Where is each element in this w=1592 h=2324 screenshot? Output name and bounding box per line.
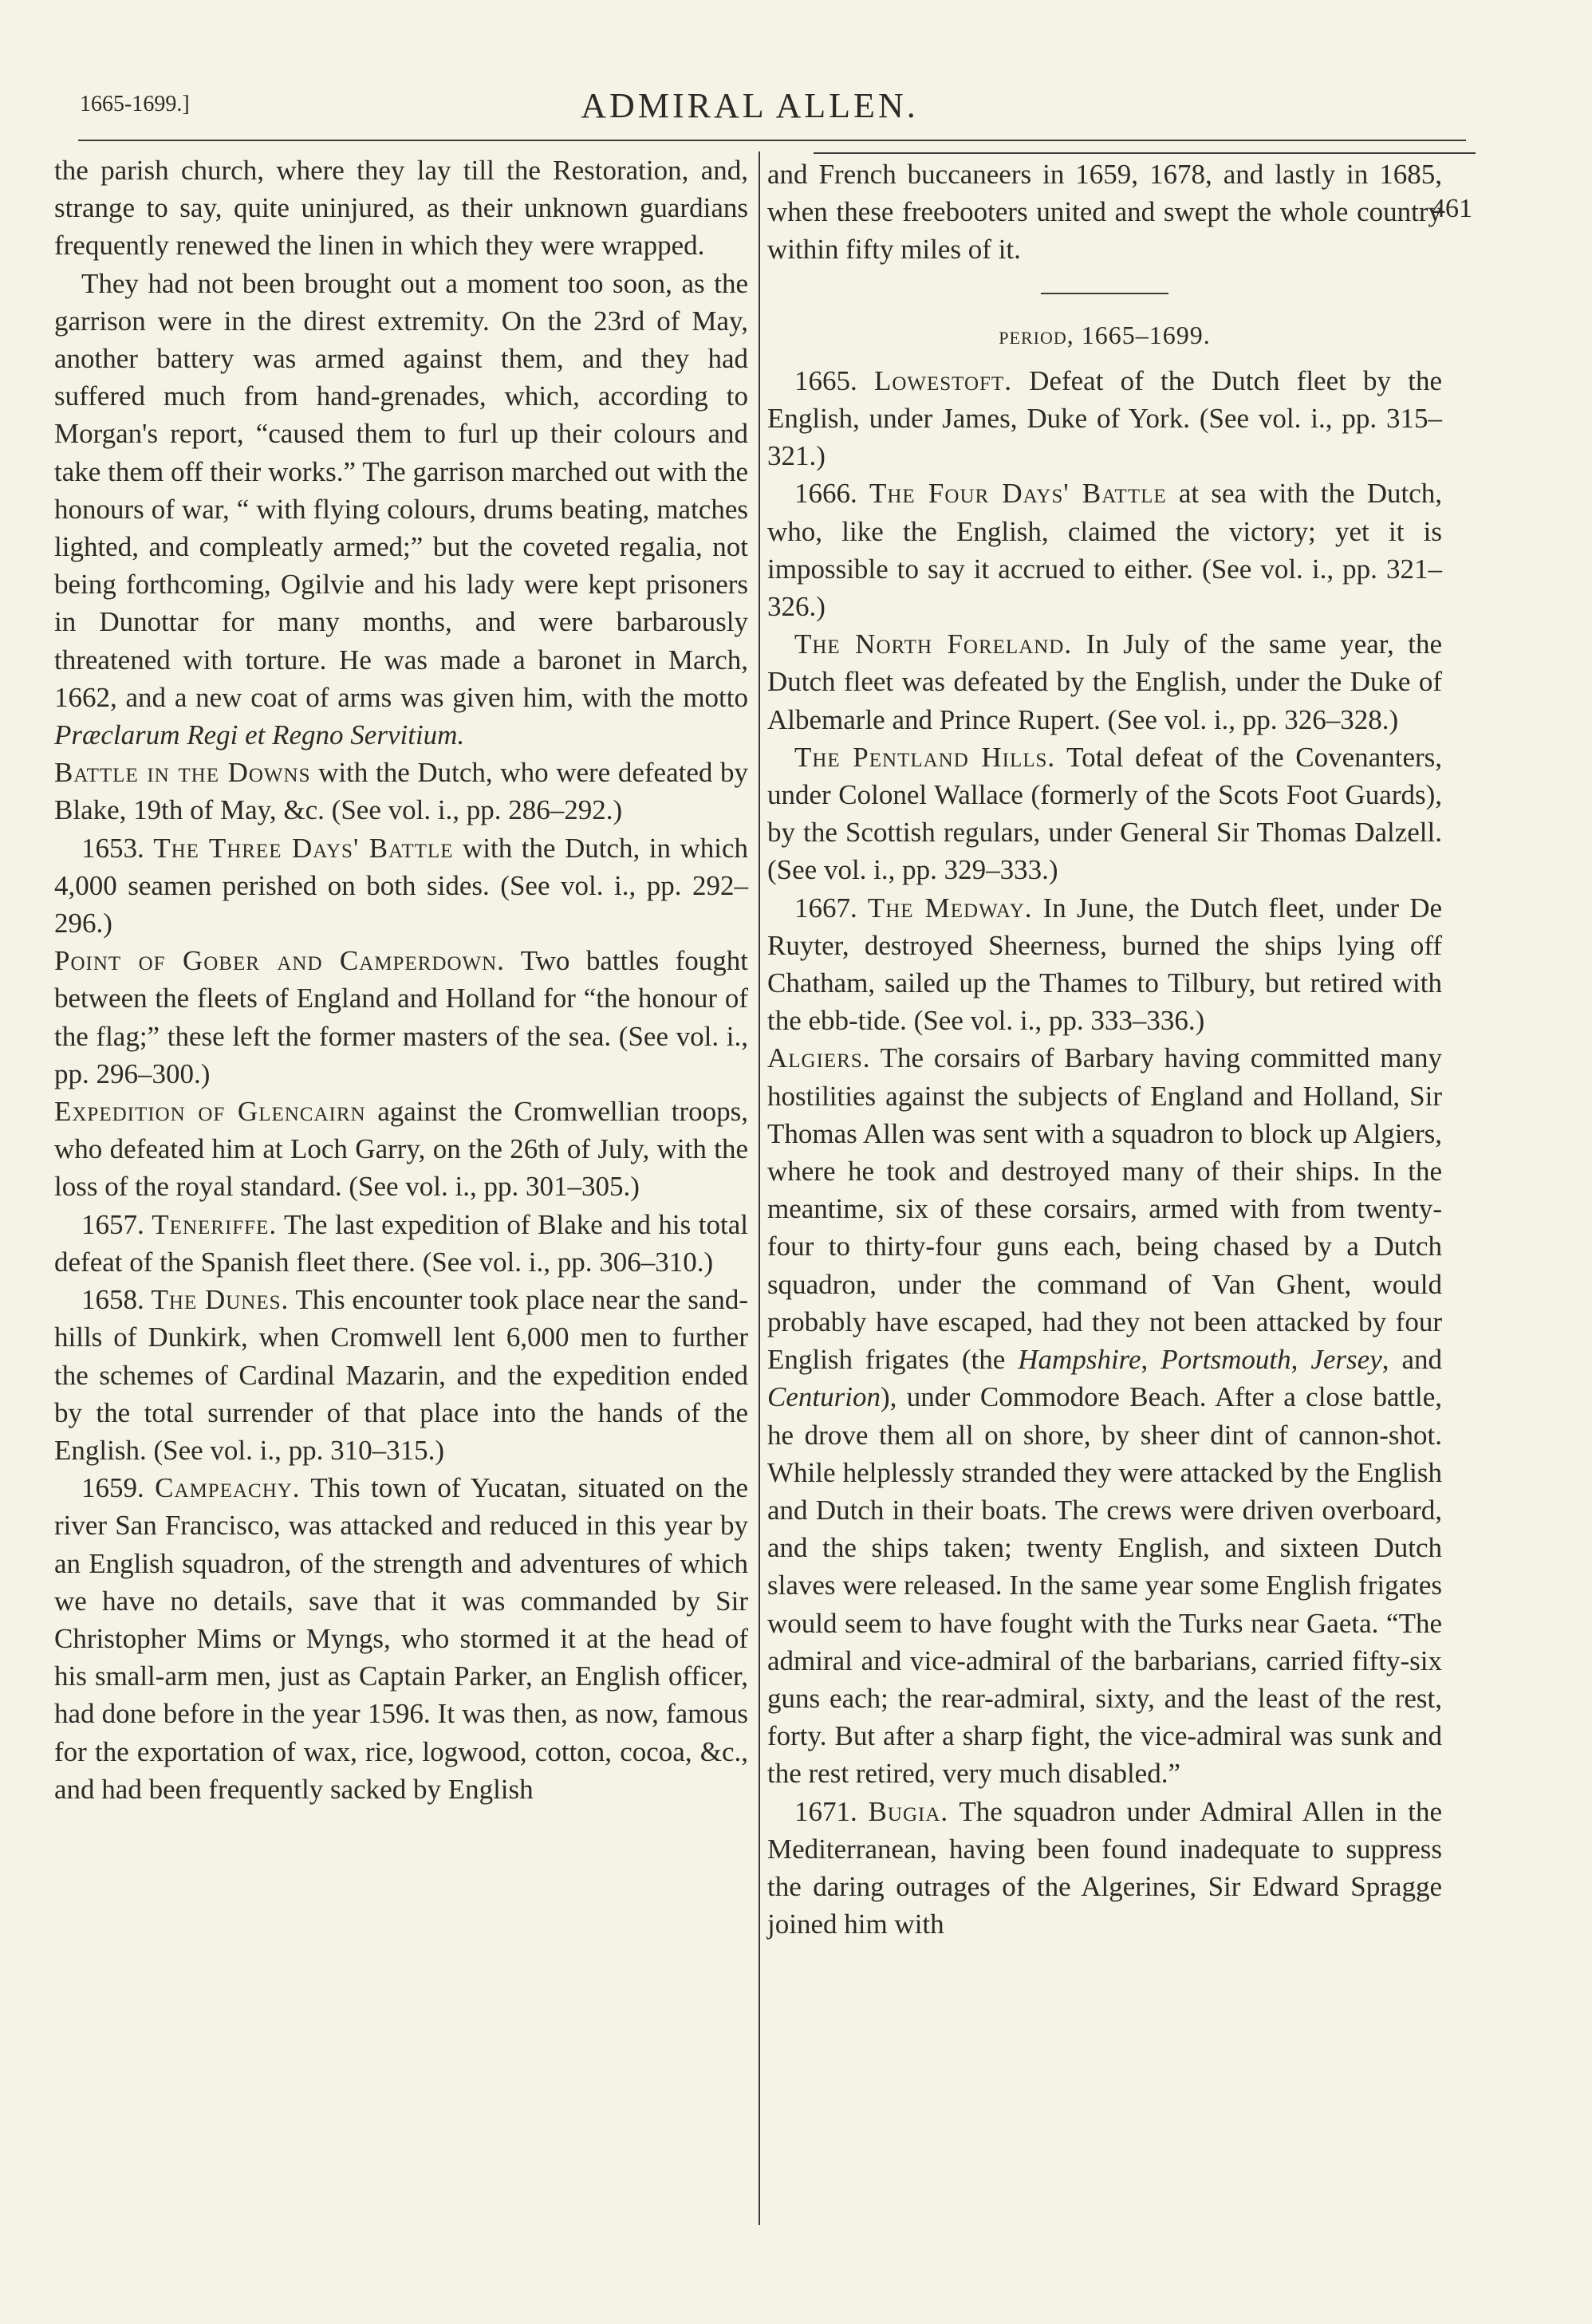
entry: 1657. Teneriffe. The last expedition of Blake and his total defeat of the Spanish fleet there. (See vol. i., pp. 306–310.) <box>54 1208 748 1278</box>
entry-year: 1653. <box>81 832 144 864</box>
entry: The North Foreland. In July of the same year, the Dutch fleet was defeated by the English, under the Duke of Albemarle and Prince Rupert. (See vol. i., pp. 326–328.) <box>767 628 1442 735</box>
entry: 1666. The Four Days' Battle at sea with the Dutch, who, like the English, claimed the victory; yet it is impossible to say it accrued to either. (See vol. i., pp. 321–326.) <box>767 478 1443 623</box>
left-column <box>54 152 748 1808</box>
entry-year: 1671. <box>794 1795 857 1827</box>
date-range: 1665-1699.] <box>80 92 190 116</box>
entry-heading: The Three Days' Battle <box>153 832 454 864</box>
entry: 1658. The Dunes. This encounter took place near the sand-hills of Dunkirk, when Cromwell lent 6,000 men to further the schemes of Cardinal Mazarin, and the expedition ended by the total surrender of that place into the hands of the English. (See vol. i., pp. 310–315.) <box>54 1284 749 1466</box>
entry-heading: The Medway. <box>867 892 1033 924</box>
entry-heading: Campeachy. <box>155 1472 301 1504</box>
ship-name: Hampshire <box>1018 1344 1141 1376</box>
entry-year: 1658. <box>81 1284 144 1316</box>
motto: Præclarum Regi et Regno Servitium. <box>54 719 465 751</box>
entry-heading: The Four Days' Battle <box>869 478 1167 510</box>
entry: 1671. Bugia. The squadron under Admiral Allen in the Mediterranean, having been found inadequate to suppress the daring outrages of the Algerines, Sir Edward Spragge joined him with <box>767 1795 1443 1940</box>
entry: Algiers. The corsairs of Barbary having committed many hostilities against the subjects of England and Holland, Sir Thomas Allen was sent with a squadron to block up Algiers, where he took and destroyed many of their ships. In the meantime, six of these corsairs, armed with from twenty-four to thirty-four guns each, being chased by a Dutch squadron, under the command of Van Ghent, would probably have escaped, had they not been attacked by four English frigates (the Hampshire, Portsmouth, Jersey, and Centurion), under Commodore Beach. After a close battle, he drove them all on shore, by sheer dint of cannon-shot. While helplessly stranded they were attacked by the English and Dutch in their boats. The crews were driven overboard, and the ships taken; twenty English, and sixteen Dutch slaves were released. In the same year some English frigates would seem to have fought with the Turks near Gaeta. “The admiral and vice-admiral of the barbarians, carried fifty-six guns each; the rear-admiral, sixty, and the least of the rest, forty. But after a sharp fight, the vice-admiral was sunk and the rest retired, very much disabled.” <box>767 1042 1443 1790</box>
entry-heading: Lowestoft. <box>873 364 1012 396</box>
entry: The Pentland Hills. Total defeat of the Covenanters, under Colonel Wallace (formerly of the Scots Foot Guards), by the Scottish regulars, under General Sir Thomas Dalzell. (See vol. i., pp. 329–333.) <box>767 741 1443 886</box>
section-heading: period, 1665–1699. <box>999 320 1211 349</box>
entry: 1653. The Three Days' Battle with the Dutch, in which 4,000 seamen perished on both sides. (See vol. i., pp. 292–296.) <box>54 832 749 939</box>
right-column <box>767 156 1442 1943</box>
paragraph: and French buccaneers in 1659, 1678, and lastly in 1685, when these freebooters united and swept the whole country within fifty miles of it. <box>767 159 1442 266</box>
entry: 1667. The Medway. In June, the Dutch fleet, under De Ruyter, destroyed Sheerness, burned the ships lying off Chatham, sailed up the Thames to Tilbury, but retired with the ebb-tide. (See vol. i., pp. 333–336.) <box>767 892 1443 1037</box>
entry-heading: Algiers. <box>767 1042 871 1074</box>
entry-year: 1666. <box>794 478 857 510</box>
entry-heading: Point of Gober and Camperdown. <box>54 945 505 977</box>
entry-heading: Expedition of Glencairn <box>54 1096 366 1128</box>
entry: 1659. Campeachy. This town of Yucatan, situated on the river San Francisco, was attacked and reduced in this year by an English squadron, of the strength and adventures of which we have no details, save that it was commanded by Sir Christopher Mims or Myngs, who stormed it at the head of his small-arm men, just as Captain Parker, an English officer, had done before in the year 1596. It was then, as now, famous for the exportation of wax, rice, logwood, cotton, cocoa, &c., and had been frequently sacked by English <box>54 1472 748 1805</box>
entry-year: 1657. <box>81 1208 144 1240</box>
entry: Battle in the Downs with the Dutch, who were defeated by Blake, 19th of May, &c. (See vol. i., pp. 286–292.) <box>54 757 749 826</box>
entry-heading: The Dunes. <box>151 1284 290 1316</box>
section-rule <box>1041 293 1168 294</box>
entry-year: 1665. <box>794 364 857 396</box>
paragraph: the parish church, where they lay till the Restoration, and, strange to say, quite uninjured, as their unknown guardians frequently renewed the linen in which they were wrapped. <box>54 155 748 262</box>
ship-name: Centurion <box>767 1381 881 1413</box>
paragraph: They had not been brought out a moment too soon, as the garrison were in the direst extremity. On the 23rd of May, another battery was armed against them, and they had suffered much from hand-grenades, which, according to Morgan's report, “caused them to furl up their colours and take them off their works.” The garrison marched out with the honours of war, “ with flying colours, drums beating, matches lighted, and compleatly armed;” but the coveted regalia, not being forthcoming, Ogilvie and his lady were kept prisoners in Dunottar for many months, and were barbarously threatened with torture. He was made a baronet in March, 1662, and a new coat of arms was given him, with the motto Præclarum Regi et Regno Servitium. <box>54 267 748 751</box>
entry: Point of Gober and Camperdown. Two battles fought between the fleets of England and Holland for “the honour of the flag;” these left the former masters of the sea. (See vol. i., pp. 296–300.) <box>54 945 748 1089</box>
ship-name: Portsmouth <box>1161 1344 1291 1376</box>
header-rule <box>78 140 1466 141</box>
ship-name: Jersey <box>1310 1344 1382 1376</box>
header-rule-right <box>814 152 1476 154</box>
entry-year: 1667. <box>794 892 857 924</box>
entry-heading: The Pentland Hills. <box>794 741 1056 773</box>
entry: Expedition of Glencairn against the Cromwellian troops, who defeated him at Loch Garry, on the 26th of July, with the loss of the royal standard. (See vol. i., pp. 301–305.) <box>54 1096 749 1203</box>
entry-heading: Bugia. <box>868 1795 949 1827</box>
page-title: ADMIRAL ALLEN. <box>581 86 919 125</box>
entry-heading: Battle in the Downs <box>54 757 311 789</box>
column-divider <box>759 152 760 2225</box>
entry-year: 1659. <box>81 1472 144 1504</box>
entry: 1665. Lowestoft. Defeat of the Dutch fleet by the English, under James, Duke of York. (See vol. i., pp. 315–321.) <box>767 364 1443 472</box>
page-number: 461 <box>1432 194 1472 223</box>
entry-heading: Teneriffe. <box>152 1208 278 1240</box>
entry-heading: The North Foreland. <box>794 628 1073 660</box>
